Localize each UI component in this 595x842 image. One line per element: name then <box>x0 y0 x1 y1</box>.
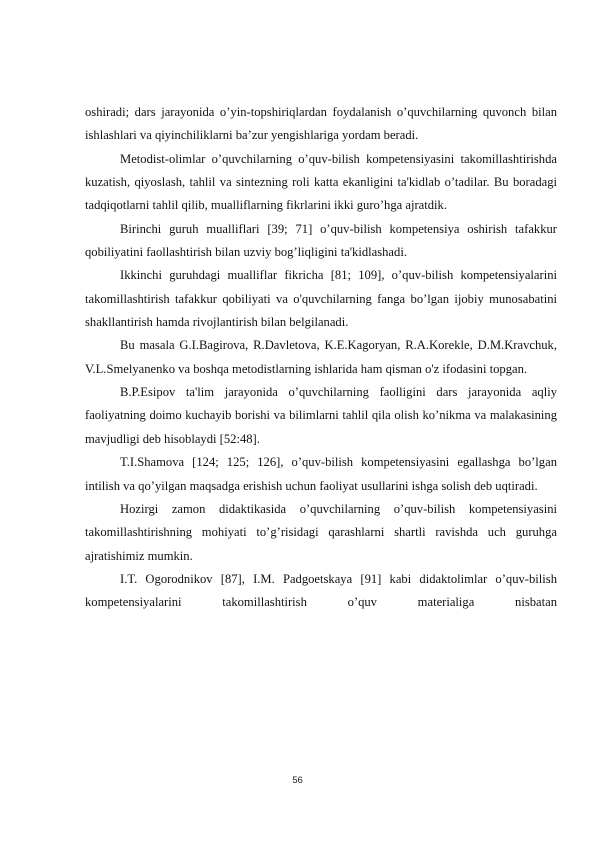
paragraph-esipov: B.P.Esipov ta'lim jarayonida o’quvchilarning faolligini dars jarayonida aqliy faoliyatning doimo kuchayib borishi va bilimlarni tahlil qila olish ko’nikma va malakasining mavjudligi deb hisoblaydi [52:48]. <box>85 385 557 446</box>
paragraph-metodist-olimlar: Metodist-olimlar o’quvchilarning o’quv-bilish kompetensiyasini takomillashtirishda kuzatish, qiyoslash, tahlil va sintezning roli katta ekanligini ta'kidlab o’tadilar. Bu boradagi tadqiqotlarni tahlil qilib, mualliflarning fikrlarini ikki guro’hga ajratdik. <box>85 151 557 213</box>
body-text <box>85 101 557 615</box>
paragraph-ogorodnikov: I.T. Ogorodnikov [87], I.M. Padgoetskaya [91] kabi didaktolimlar o’quv-bilish kompetensiyalarini takomillashtirish o’quv materialiga nisbatan <box>85 571 557 610</box>
paragraph-birinchi-guruh: Birinchi guruh mualliflari [39; 71] o’quv-bilish kompetensiya oshirish tafakkur qobiliyatini faollashtirish bilan uzviy bog’liqligini ta'kidlashadi. <box>85 221 557 260</box>
paragraph-continuation: oshiradi; dars jarayonida o’yin-topshiriqlardan foydalanish o’quvchilarning quvonch bilan ishlashlari va qiyinchiliklarni ba’zur yengishlariga yordam beradi. <box>85 105 557 143</box>
page-number: 56 <box>292 775 303 786</box>
paragraph-bu-masala: Bu masala G.I.Bagirova, R.Davletova, K.E.Kagoryan, R.A.Korekle, D.M.Kravchuk, V.L.Smelyanenko va boshqa metodistlarning ishlarida ham qisman o'z ifodasini topgan. <box>85 338 557 376</box>
paragraph-shamova: T.I.Shamova [124; 125; 126], o’quv-bilish kompetensiyasini egallashga bo’lgan intilish va qo’yilgan maqsadga erishish uchun faoliyat usullarini ishga solish deb uqtiradi. <box>85 455 557 493</box>
paragraph-hozirgi-zamon: Hozirgi zamon didaktikasida o’quvchilarning o’quv-bilish kompetensiyasini takomillashtirishning mohiyati to’g’risidagi qarashlarni shartli ravishda uch guruhga ajratishimiz mumkin. <box>85 501 557 563</box>
paragraph-ikkinchi-guruh: Ikkinchi guruhdagi mualliflar fikricha [81; 109], o’quv-bilish kompetensiyalarini takomillashtirish tafakkur qobiliyati va o'quvchilarning fanga bo’lgan ijobiy munosabatini shakllantirish hamda rivojlantirish bilan belgilanadi. <box>85 268 557 330</box>
